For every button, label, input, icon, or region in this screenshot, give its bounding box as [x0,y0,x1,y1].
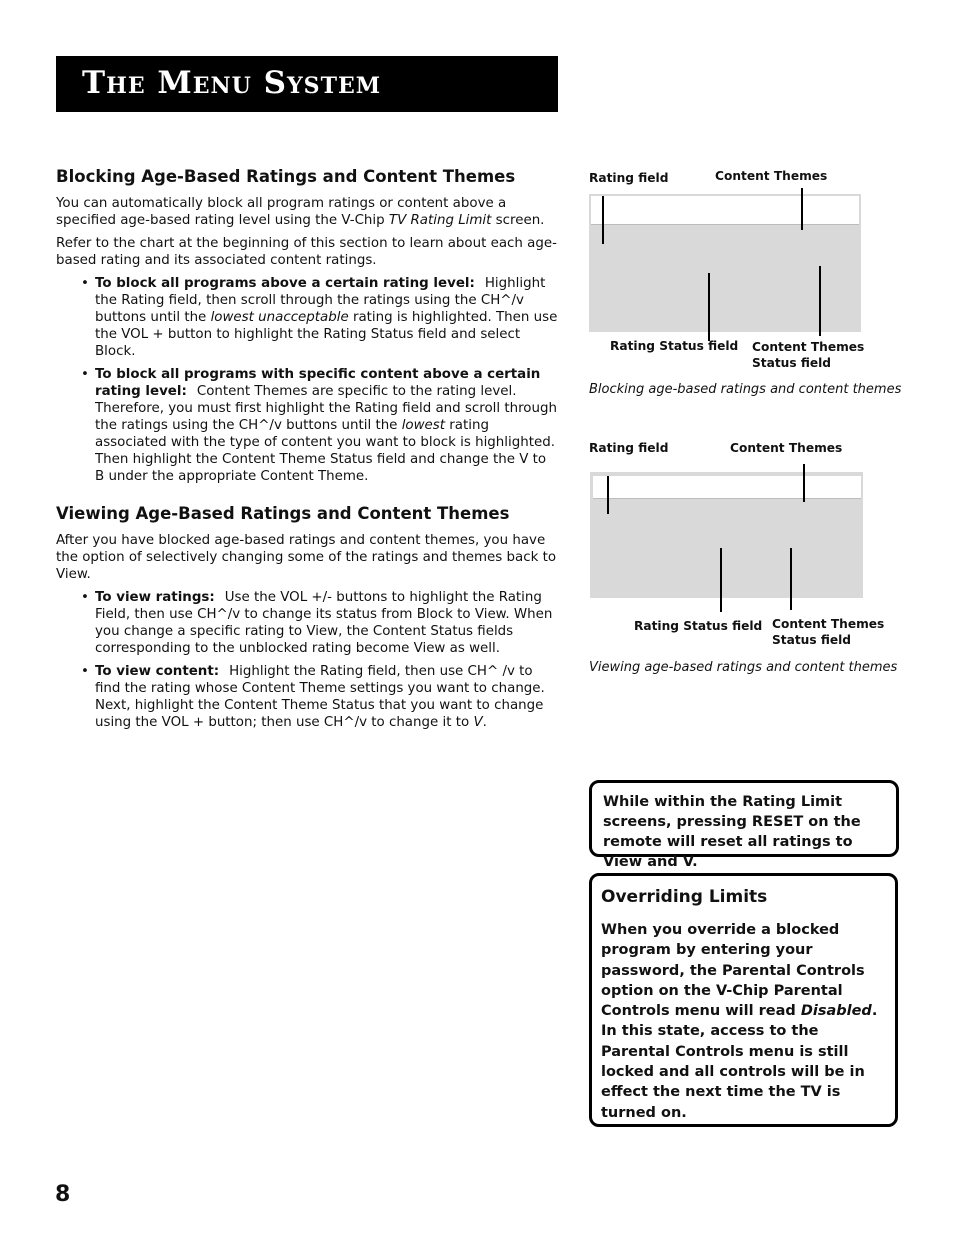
header-banner [56,56,558,112]
content-themes-status-label [772,616,884,648]
emphasis-text: lowest unacceptable [210,310,349,325]
paragraph [56,195,558,229]
section-viewing [56,503,558,731]
bullet-lead: To view content: [95,664,220,679]
screen-header-strip [591,196,859,225]
list-item [95,366,558,485]
rating-field-label: Rating field [589,171,669,185]
text: rating associated with the type of content you want to block is highlighted. Then highlight the Content Theme Status field and change the V to B under the appropriate Content Theme. [95,418,555,484]
label-line: Content Themes [772,617,885,631]
text: Highlight the Rating field, then use CH^ /v to find the rating whose Content Theme settings you want to change. Next, highlight the Content Theme Status that you want to change using the VOL + button; then use CH^/v to change it to [95,664,545,730]
figure-blocking [589,160,901,405]
rating-field-label: Rating field [589,441,669,455]
reset-note-box [589,780,899,870]
figure-viewing [589,438,901,683]
rating-status-field-label: Rating Status field [610,339,739,353]
figure-caption: Viewing age-based ratings and content themes [589,660,898,675]
note-text: While within the Rating Limit screens, pressing RESET on the remote will reset all ratings to View and V. [603,794,861,870]
callout-line [801,188,803,230]
list-item [95,589,558,657]
bullet-list [56,275,558,485]
page-title: The Menu System [82,65,382,101]
emphasis-text: lowest [401,418,446,433]
box-title: Overriding Limits [601,887,768,907]
bullet-lead: To block all programs above a certain rating level: [95,276,475,291]
text: screen. [491,213,545,228]
callout-line [790,548,792,610]
text: Use the VOL +/- buttons to highlight the Rating Field, then use CH^/v to change its status from Block to View. When you change a specific rating to View, the Content Status fields corresponding to the unblocked rating become View as well. [95,590,553,656]
section-heading-blocking: Blocking Age-Based Ratings and Content Themes [56,167,516,186]
paragraph: Refer to the chart at the beginning of this section to learn about each age-based rating and its associated content ratings. [56,236,557,268]
section-blocking [56,166,558,485]
label-line: Content Themes [752,340,865,354]
emphasis-text: V [473,715,483,730]
section-heading-viewing: Viewing Age-Based Ratings and Content Themes [56,504,510,523]
callout-line [819,266,821,336]
text: Content Themes are specific to the rating level. Therefore, you must first highlight the Rating field and scroll through the ratings using the CH^/v buttons until the [95,384,557,433]
callout-line [708,273,710,341]
bullet-lead: To view ratings: [95,590,215,605]
callout-line [607,476,609,514]
emphasis-text: TV Rating Limit [388,213,492,228]
screen-header-strip [593,476,861,499]
content-themes-label: Content Themes [730,441,843,455]
rating-status-field-label: Rating Status field [634,619,763,633]
box-body [601,920,889,1123]
content-themes-status-label [752,339,864,371]
callout-line [602,196,604,244]
bullet-list [56,589,558,731]
text: . In this state, access to the Parental Controls menu is still locked and all controls will be in effect the next time the TV is turned on. [601,1003,878,1121]
text: You can automatically block all program ratings or content above a specified age-based rating level using the V-Chip [56,196,507,228]
list-item [95,663,558,731]
text: When you override a blocked program by entering your password, the Parental Controls option on the V-Chip Parental Controls menu will read [601,922,865,1020]
text: . [482,715,487,730]
text: rating is highlighted. Then use the VOL + button to highlight the Rating Status field and select Block. [95,310,558,359]
text: Highlight the Rating field, then scroll through the ratings using the CH^/v buttons until the [95,276,546,325]
label-line: Status field [752,356,832,370]
main-text-column [56,166,558,737]
page-number: 8 [55,1182,71,1207]
callout-line [803,464,805,502]
figure-caption: Blocking age-based ratings and content themes [589,382,902,397]
label-line: Status field [772,633,852,647]
bullet-lead: To block all programs with specific content above a certain rating level: [95,367,541,399]
content-themes-label: Content Themes [715,169,828,183]
emphasis-text: Disabled [800,1003,872,1020]
callout-line [720,548,722,612]
overriding-limits-box [589,873,898,1127]
paragraph: After you have blocked age-based ratings and content themes, you have the option of selectively changing some of the ratings and themes back to View. [56,533,557,582]
list-item [95,275,558,360]
